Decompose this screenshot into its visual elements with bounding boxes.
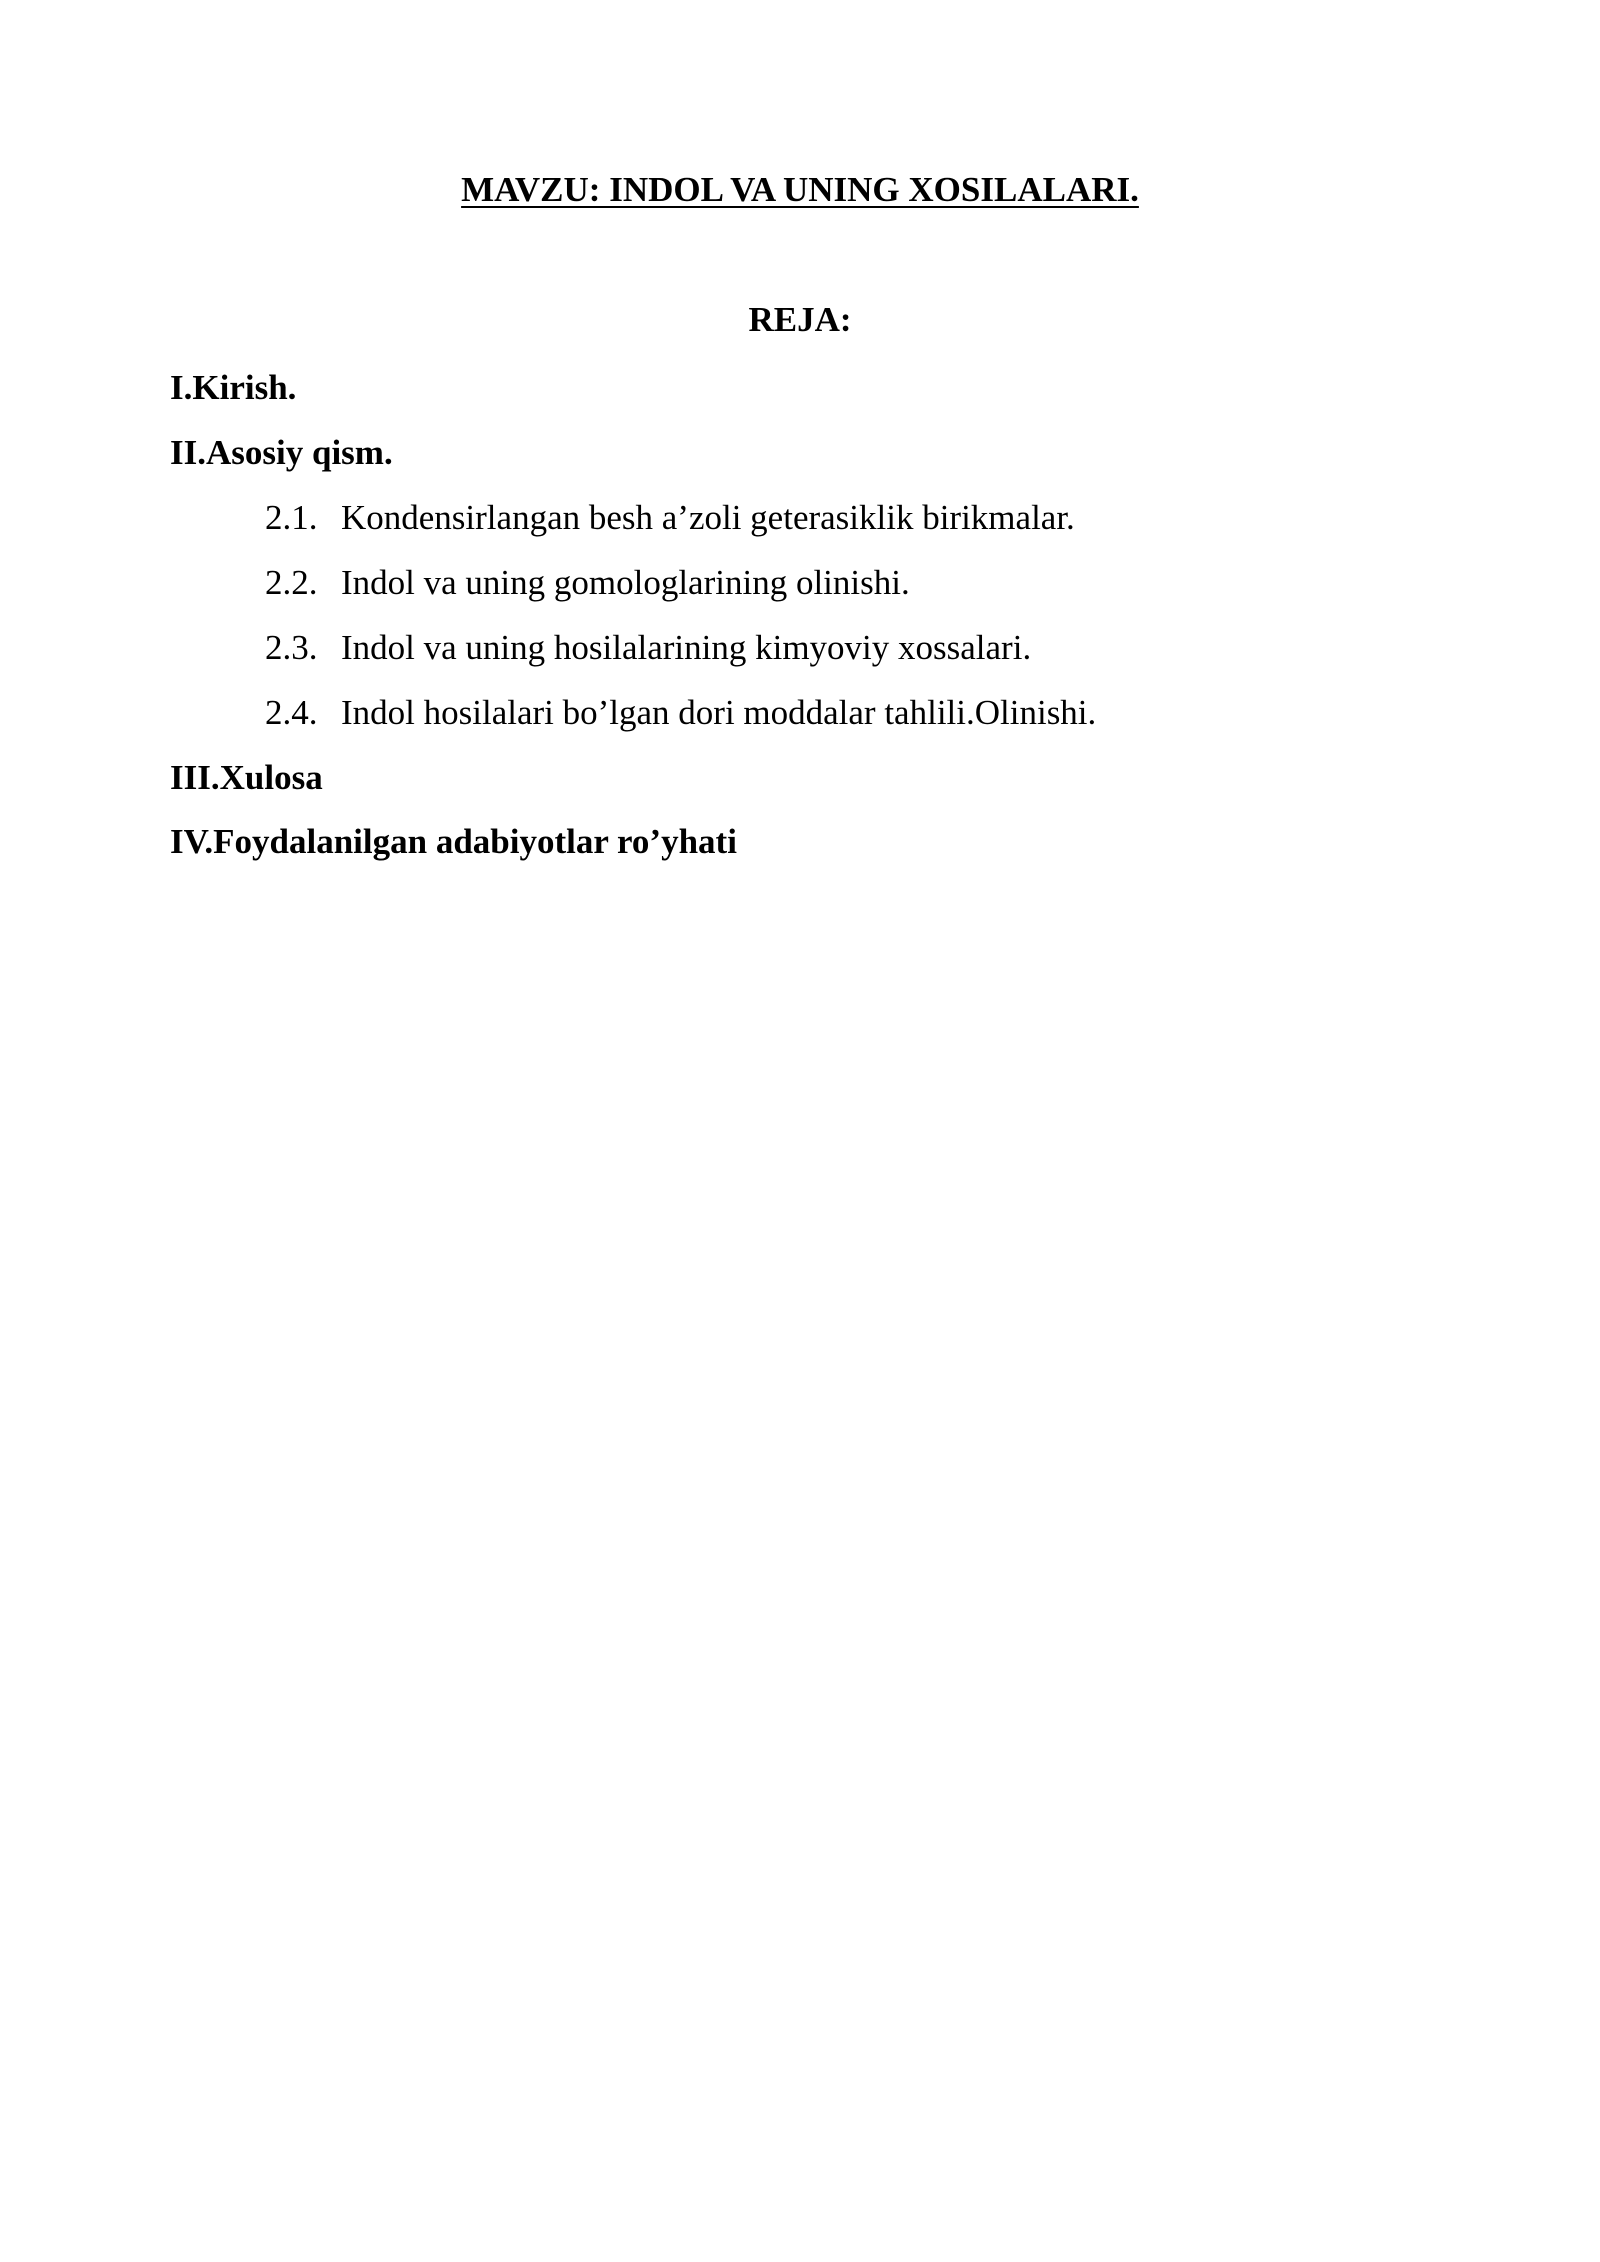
section-main-part: II.Asosiy qism. — [170, 433, 393, 472]
subsection-2-1 — [265, 496, 1075, 540]
subsection-text: Indol va uning gomologlarining olinishi. — [341, 563, 910, 602]
subsection-text: Indol hosilalari bo’lgan dori moddalar tahlili.Olinishi. — [341, 693, 1097, 732]
section-conclusion: III.Xulosa — [170, 758, 323, 797]
subsection-number: 2.4. — [265, 693, 318, 732]
document-title: MAVZU: INDOL VA UNING XOSILALARI. — [461, 170, 1139, 209]
subsection-2-3 — [265, 626, 1031, 670]
subsection-number: 2.1. — [265, 498, 318, 537]
subsection-2-2 — [265, 561, 910, 605]
plan-heading: REJA: — [748, 300, 852, 339]
subsection-number: 2.3. — [265, 628, 318, 667]
section-references: IV.Foydalanilgan adabiyotlar ro’yhati — [170, 822, 737, 861]
subsection-2-4 — [265, 691, 1096, 735]
section-introduction: I.Kirish. — [170, 368, 297, 407]
subsection-text: Indol va uning hosilalarining kimyoviy xossalari. — [341, 628, 1032, 667]
subsection-number: 2.2. — [265, 563, 318, 602]
subsection-text: Kondensirlangan besh a’zoli geterasiklik birikmalar. — [341, 498, 1075, 537]
